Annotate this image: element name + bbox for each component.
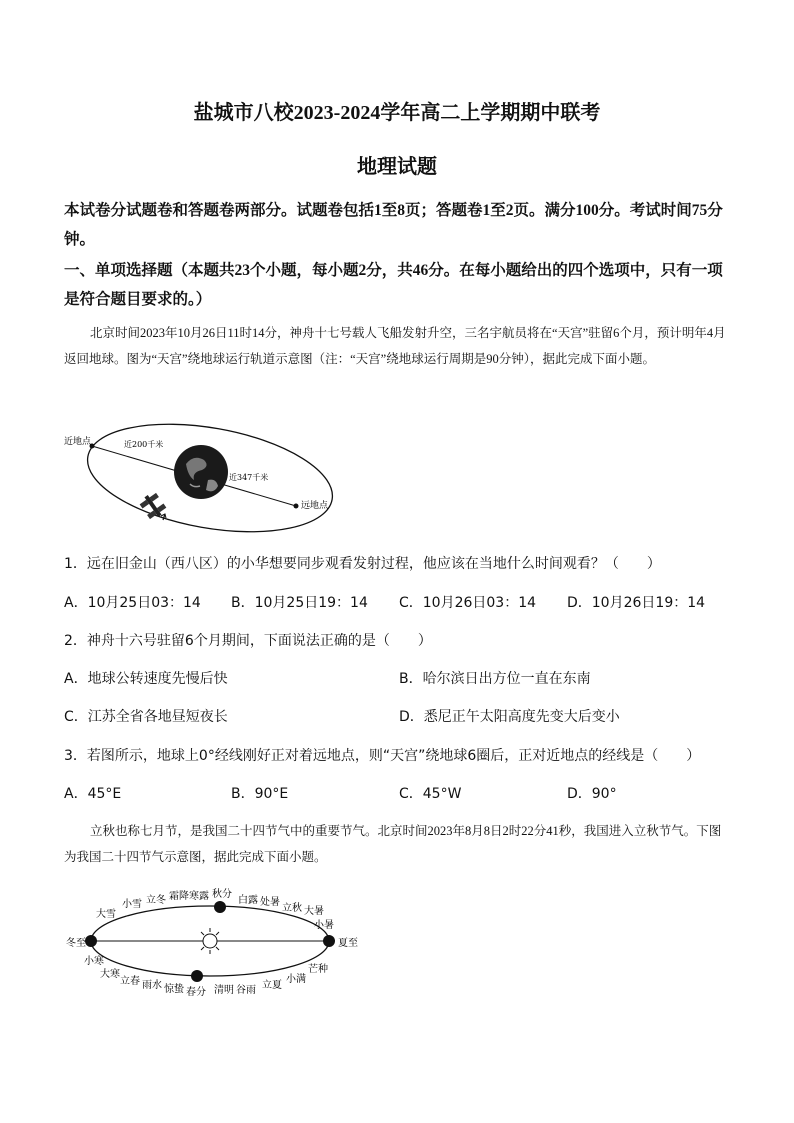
solar-terms-diagram	[60, 880, 380, 1000]
label-major-snow: 大雪	[96, 909, 116, 920]
spring-equinox-earth	[191, 970, 203, 982]
question-3-option-b[interactable]: B．90°E	[231, 786, 289, 802]
label-minor-heat: 小暑	[314, 920, 334, 931]
autumn-equinox-earth	[214, 901, 226, 913]
intro-passage-1: 北京时间2023年10月26日11时14分，神舟十七号载人飞船发射升空，三名宇航员将在“天宫”驻留6个月，预计明年4月返回地球。图为“天宫”绕地球运行轨道示意图（注：“天宫”绕地球运行周期是90分钟），据此完成下面小题。	[64, 326, 726, 366]
question-3-stem: 3．若图所示，地球上0°经线刚好正对着远地点，则“天宫”绕地球6圈后，正对近地点的经线是（ ）	[64, 748, 701, 764]
label-awakening-insects: 惊蛰	[164, 984, 184, 995]
label-summer-solstice: 夏至	[338, 938, 358, 949]
question-2-option-b[interactable]: B．哈尔滨日出方位一直在东南	[399, 671, 591, 687]
label-major-heat: 大暑	[304, 906, 324, 917]
question-1-option-c[interactable]: C．10月26日03：14	[399, 595, 537, 611]
exam-title: 盐城市八校2023-2024学年高二上学期期中联考	[193, 102, 601, 124]
label-white-dew: 白露	[238, 895, 258, 906]
summer-solstice-earth	[323, 935, 335, 947]
question-1-option-a[interactable]: A．10月25日03：14	[64, 595, 201, 611]
label-rain-water: 雨水	[142, 980, 162, 991]
label-cold-dew: 寒露	[189, 891, 209, 902]
question-1-stem: 1．远在旧金山（西八区）的小华想要同步观看发射过程，他应该在当地什么时间观看？（ ）	[64, 556, 661, 572]
question-1-option-d[interactable]: D．10月26日19：14	[567, 595, 706, 611]
question-3-option-d[interactable]: D．90°	[567, 786, 617, 802]
question-3-option-c[interactable]: C．45°W	[399, 786, 462, 802]
question-2-option-c[interactable]: C．江苏全省各地昼短夜长	[64, 709, 228, 725]
question-3-option-a[interactable]: A．45°E	[64, 786, 122, 802]
exam-subtitle: 地理试题	[357, 156, 437, 178]
winter-solstice-earth	[85, 935, 97, 947]
label-start-spring: 立春	[120, 976, 140, 987]
label-end-heat: 处暑	[260, 897, 280, 908]
label-minor-cold: 小寒	[84, 956, 104, 967]
label-clear-bright: 清明	[214, 985, 234, 996]
apogee-point	[294, 504, 299, 509]
question-2-stem: 2．神舟十六号驻留6个月期间，下面说法正确的是（ ）	[64, 633, 432, 649]
intro-passage-2: 立秋也称七月节，是我国二十四节气中的重要节气。北京时间2023年8月8日2时22分41秒，我国进入立秋节气。下图为我国二十四节气示意图，据此完成下面小题。	[64, 824, 722, 864]
label-start-winter: 立冬	[146, 895, 166, 906]
label-autumn-equinox: 秋分	[212, 889, 232, 900]
near-distance-label: 近200千米	[124, 440, 164, 449]
label-grain-rain: 谷雨	[236, 985, 256, 996]
orbit-diagram	[60, 420, 350, 540]
label-minor-snow: 小雪	[122, 899, 142, 910]
sun-icon	[197, 928, 223, 954]
perigee-label: 近地点	[64, 437, 92, 447]
label-major-cold: 大寒	[100, 969, 120, 980]
apogee-label: 远地点	[301, 501, 329, 511]
label-start-autumn: 立秋	[282, 903, 302, 914]
label-spring-equinox: 春分	[186, 987, 206, 998]
label-winter-solstice: 冬至	[66, 938, 86, 949]
earth-icon	[174, 445, 228, 499]
question-2-option-d[interactable]: D．悉尼正午太阳高度先变大后变小	[399, 709, 620, 725]
label-grain-in-ear: 芒种	[308, 964, 328, 975]
label-frost-descent: 霜降	[169, 891, 189, 902]
section-heading: 一、单项选择题（本题共23个小题，每小题2分，共46分。在每小题给出的四个选项中，只有一项是符合题目要求的。）	[64, 262, 723, 308]
question-2-option-a[interactable]: A．地球公转速度先慢后快	[64, 671, 228, 687]
far-distance-label: 近347千米	[229, 473, 269, 482]
exam-notice: 本试卷分试题卷和答题卷两部分。试题卷包括1至8页；答题卷1至2页。满分100分。考试时间75分钟。	[64, 202, 723, 248]
label-start-summer: 立夏	[262, 980, 282, 991]
label-grain-full: 小满	[286, 974, 306, 985]
question-1-option-b[interactable]: B．10月25日19：14	[231, 595, 368, 611]
